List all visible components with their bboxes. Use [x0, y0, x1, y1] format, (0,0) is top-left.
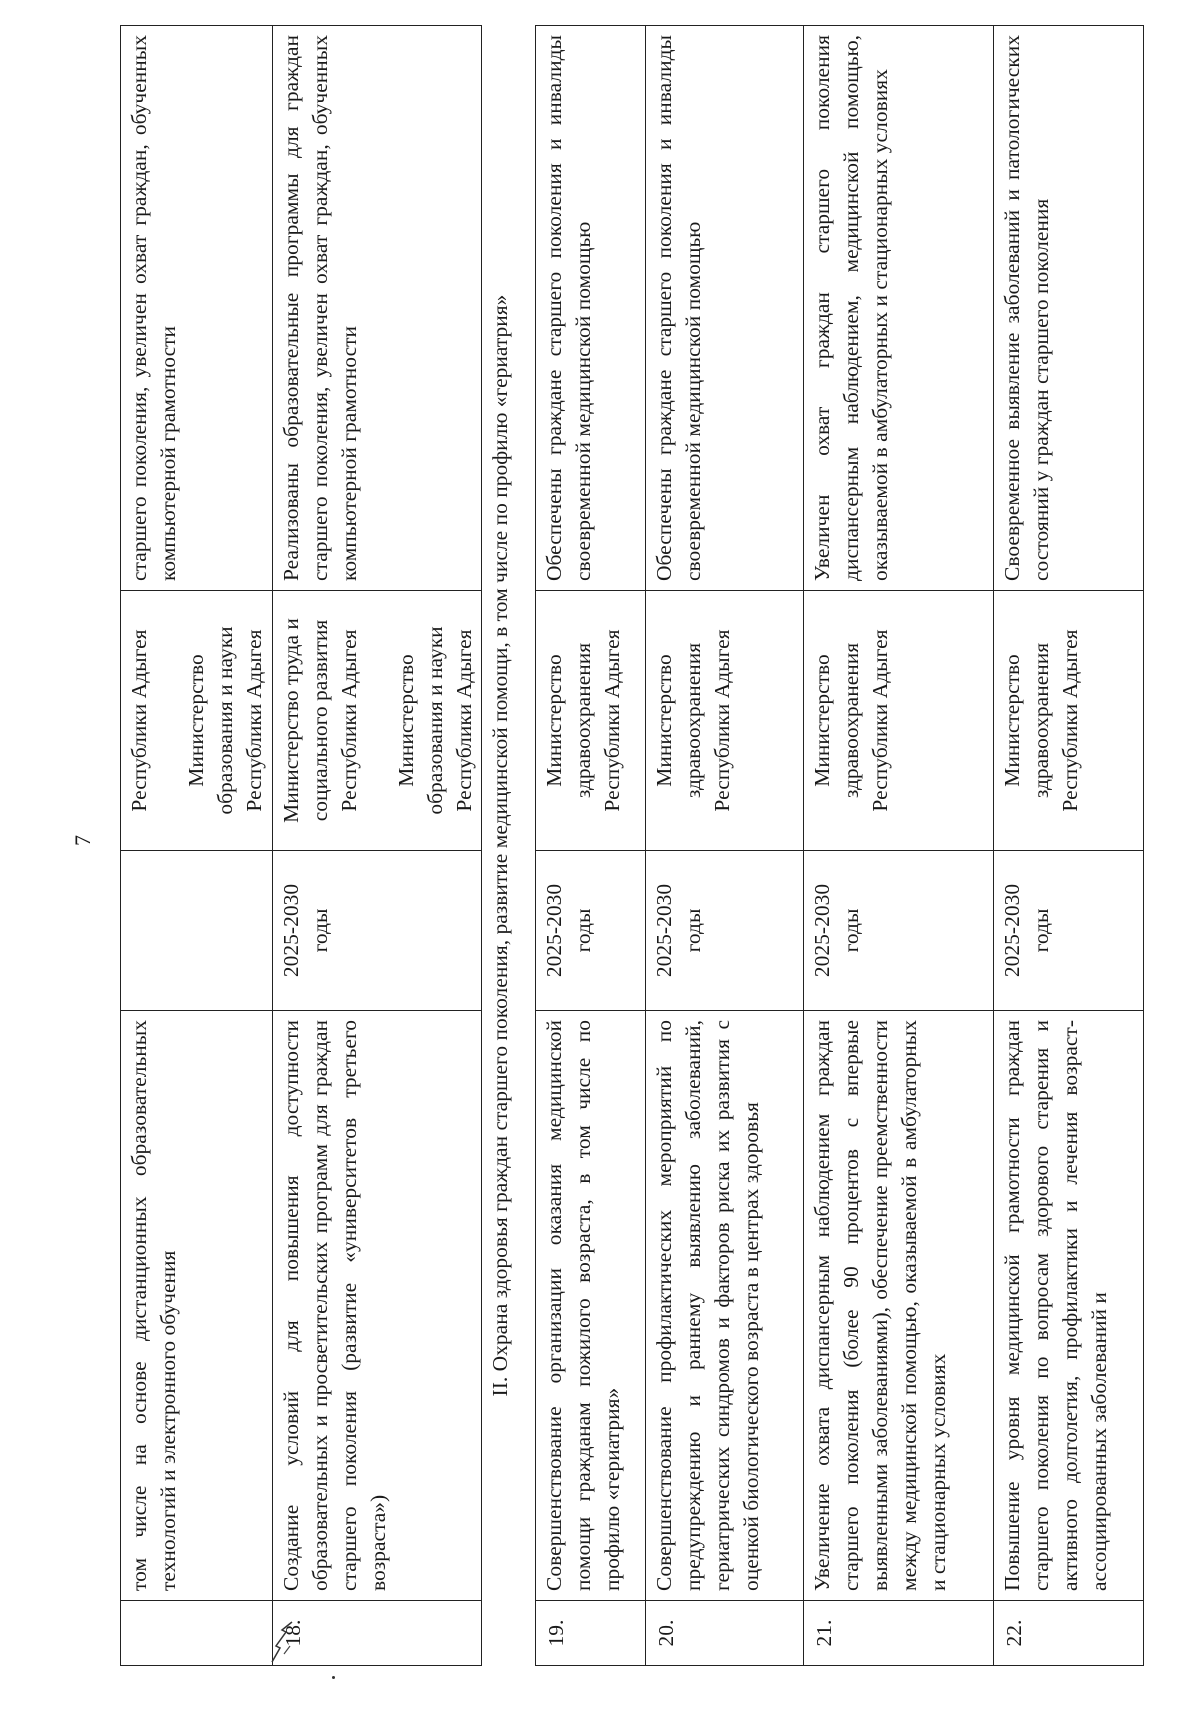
- measure-name: том числе на основе дистанционных образовательных технологий и электронного обучения: [121, 1011, 273, 1601]
- row-number: 18.: [273, 1601, 482, 1666]
- period: 2025-2030 годы: [536, 851, 646, 1011]
- table-row: [273, 26, 482, 1666]
- period: 2025-2030 годы: [994, 851, 1144, 1011]
- executor: Министерство здравоохранения Республики Адыгея: [536, 591, 646, 851]
- measure-name: Создание условий для повышения доступности образовательных и просветительских программ для граждан старшего поколения (развитие «университетов третьего возраста»): [273, 1011, 482, 1601]
- rotated-page-content: [120, 26, 1111, 1666]
- expected-result: Реализованы образовательные программы для граждан старшего поколения, увеличен охват граждан, обученных компьютерной грамотности: [273, 26, 482, 591]
- period: [121, 851, 273, 1011]
- measure-name: Увеличение охвата диспансерным наблюдением граждан старшего поколения (более 90 процентов с впервые выявленными заболеваниями), обеспечение преемственности между медицинской помощью, оказываемой в амбулаторных и стационарных условиях: [804, 1011, 994, 1601]
- page-number: 7: [70, 835, 95, 846]
- row-number: 19.: [536, 1601, 646, 1666]
- table-row: [804, 26, 994, 1666]
- period: 2025-2030 годы: [804, 851, 994, 1011]
- measure-name: Совершенствование профилактических мероприятий по предупреждению и раннему выявлению заболеваний, гериатрических синдромов и факторов риска их развития с оценкой биологического возраста в центрах здоровья: [646, 1011, 804, 1601]
- executor: Министерство здравоохранения Республики Адыгея: [994, 591, 1144, 851]
- executor: Министерство здравоохранения Республики Адыгея: [804, 591, 994, 851]
- executor-line: Министерство труда и социального развития Республики Адыгея: [279, 618, 361, 823]
- table-row: [121, 26, 273, 1666]
- executor-line: Министерство образования и науки Республики Адыгея: [394, 626, 476, 815]
- expected-result: старшего поколения, увеличен охват граждан, обученных компьютерной грамотности: [121, 26, 273, 591]
- executor: [273, 591, 482, 851]
- executor: Министерство здравоохранения Республики Адыгея: [646, 591, 804, 851]
- section-heading: II. Охрана здоровья граждан старшего поколения, развитие медицинской помощи, в том числе по профилю «гериатрия»: [482, 26, 536, 1666]
- period: 2025-2030 годы: [646, 851, 804, 1011]
- executor-line: Министерство образования и науки Республики Адыгея: [184, 626, 266, 815]
- executor-line: Республики Адыгея: [127, 629, 151, 812]
- executor: [121, 591, 273, 851]
- table-row: [646, 26, 804, 1666]
- action-plan-table: [120, 25, 1144, 1666]
- expected-result: Увеличен охват граждан старшего поколения диспансерным наблюдением, медицинской помощью, оказываемой в амбулаторных и стационарных условиях: [804, 26, 994, 591]
- table-row: [994, 26, 1144, 1666]
- expected-result: Обеспечены граждане старшего поколения и инвалиды своевременной медицинской помощью: [536, 26, 646, 591]
- row-number: 22.: [994, 1601, 1144, 1666]
- table-row: [536, 26, 646, 1666]
- measure-name: Совершенствование организации оказания медицинской помощи гражданам пожилого возраста, в том числе по профилю «гериатрия»: [536, 1011, 646, 1601]
- row-number: 20.: [646, 1601, 804, 1666]
- expected-result: Обеспечены граждане старшего поколения и инвалиды своевременной медицинской помощью: [646, 26, 804, 591]
- section-heading-row: [482, 26, 536, 1666]
- scan-dot: [332, 1676, 335, 1679]
- scan-mark-icon: [266, 1618, 306, 1668]
- expected-result: Своевременное выявление заболеваний и патологических состояний у граждан старшего поколения: [994, 26, 1144, 591]
- row-number: [121, 1601, 273, 1666]
- row-number: 21.: [804, 1601, 994, 1666]
- period: 2025-2030 годы: [273, 851, 482, 1011]
- measure-name: Повышение уровня медицинской грамотности граждан старшего поколения по вопросам здорового старения и активного долголетия, профилактики и лечения возраст-ассоциированных заболеваний и: [994, 1011, 1144, 1601]
